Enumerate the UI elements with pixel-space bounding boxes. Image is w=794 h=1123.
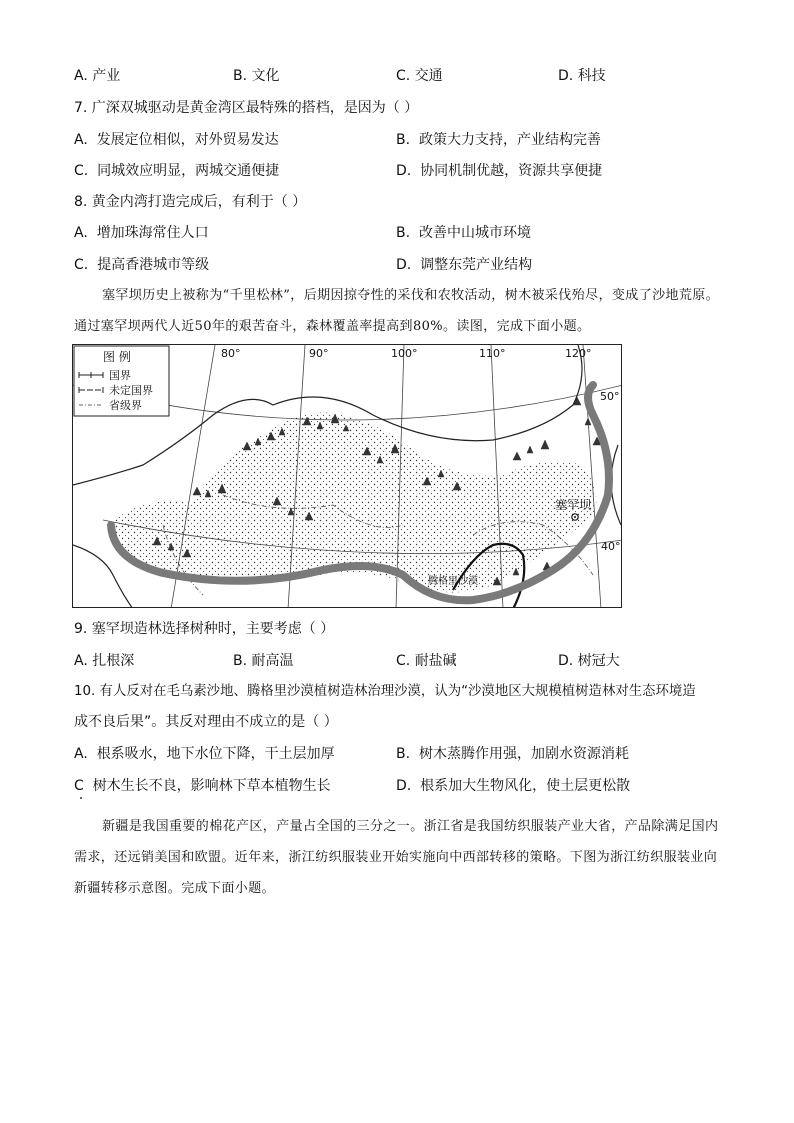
q9-option-a: A. 扎根深: [74, 653, 135, 669]
place-tengger-label: 腾格里沙漠: [428, 576, 478, 587]
q6-option-b: B. 文化: [233, 68, 280, 84]
lon-label-90: 90°: [309, 347, 329, 360]
q10-stem-line2: 成不良后果”。其反对理由不成立的是（ ）: [74, 714, 338, 730]
q7-option-b: B. 政策大力支持，产业结构完善: [396, 132, 601, 148]
q6-option-a: A. 产业: [74, 68, 121, 84]
q9-option-d: D. 树冠大: [558, 653, 620, 669]
lat-label-50: 50°: [600, 390, 620, 403]
q7-option-c: C. 同城效应明显，两城交通便捷: [74, 163, 280, 179]
q9-option-b: B. 耐高温: [233, 653, 294, 669]
q10-stem-line1: 10. 有人反对在毛乌素沙地、腾格里沙漠植树造林治理沙漠，认为“沙漠地区大规模植树造林对生态环境造: [74, 684, 696, 699]
lat-label-40: 40°: [601, 540, 621, 553]
legend-item-national: 国界: [109, 369, 131, 382]
passage-xinjiang: [74, 811, 724, 904]
passage-saihanba: [74, 280, 724, 342]
lon-label-120: 120°: [565, 347, 592, 360]
map-legend: [74, 346, 169, 416]
q7-stem: 7. 广深双城驱动是黄金湾区最特殊的搭档，是因为（ ）: [74, 100, 419, 116]
q8-option-d: D. 调整东莞产业结构: [396, 257, 533, 273]
q9-option-c: C. 耐盐碱: [396, 653, 457, 669]
q6-option-d: D. 科技: [558, 68, 606, 84]
legend-item-undetermined: 未定国界: [109, 384, 153, 397]
q7-option-a: A. 发展定位相似，对外贸易发达: [74, 132, 279, 148]
q10-option-b: B. 树木蒸腾作用强，加剧水资源消耗: [396, 746, 629, 762]
q6-option-c: C. 交通: [396, 68, 443, 84]
place-saihanba-label: 塞罕坝: [555, 498, 592, 512]
legend-item-province: 省级界: [109, 399, 142, 412]
q10-option-c: C 树木生长不良，影响林下草本植物生长: [74, 778, 331, 794]
q9-stem: 9. 塞罕坝造林选择树种时，主要考虑（ ）: [74, 621, 335, 637]
lon-label-100: 100°: [391, 347, 418, 360]
q8-option-a: A. 增加珠海常住人口: [74, 225, 209, 241]
q7-option-d: D. 协同机制优越，资源共享便捷: [396, 163, 603, 179]
legend-title: 图 例: [103, 350, 131, 364]
q8-option-b: B. 改善中山城市环境: [396, 225, 531, 241]
q10-option-d: D. 根系加大生物风化，使土层更松散: [396, 778, 631, 794]
q10-option-a: A. 根系吸水，地下水位下降，干土层加厚: [74, 746, 335, 762]
passage-xinjiang-text: 新疆是我国重要的棉花产区，产量占全国的三分之一。浙江省是我国纺织服装产业大省，产品除满足国内需求，还远销美国和欧盟。近年来，浙江纺织服装业开始实施向中西部转移的策略。下图为浙江纺织服装业向新疆转移示意图。完成下面小题。: [74, 819, 719, 896]
lon-label-110: 110°: [479, 347, 506, 360]
q8-option-c: C. 提高香港城市等级: [74, 257, 210, 273]
q8-stem: 8. 黄金内湾打造完成后，有利于（ ）: [74, 194, 307, 210]
stray-mark: [80, 797, 82, 799]
passage-saihanba-text: 塞罕坝历史上被称为“千里松林”，后期因掠夺性的采伐和农牧活动，树木被采伐殆尽，变成了沙地荒原。通过塞罕坝两代人近50年的艰苦奋斗，森林覆盖率提高到80%。读图，完成下面小题。: [74, 288, 720, 334]
lon-label-80: 80°: [221, 347, 241, 360]
map-figure: [72, 344, 622, 608]
